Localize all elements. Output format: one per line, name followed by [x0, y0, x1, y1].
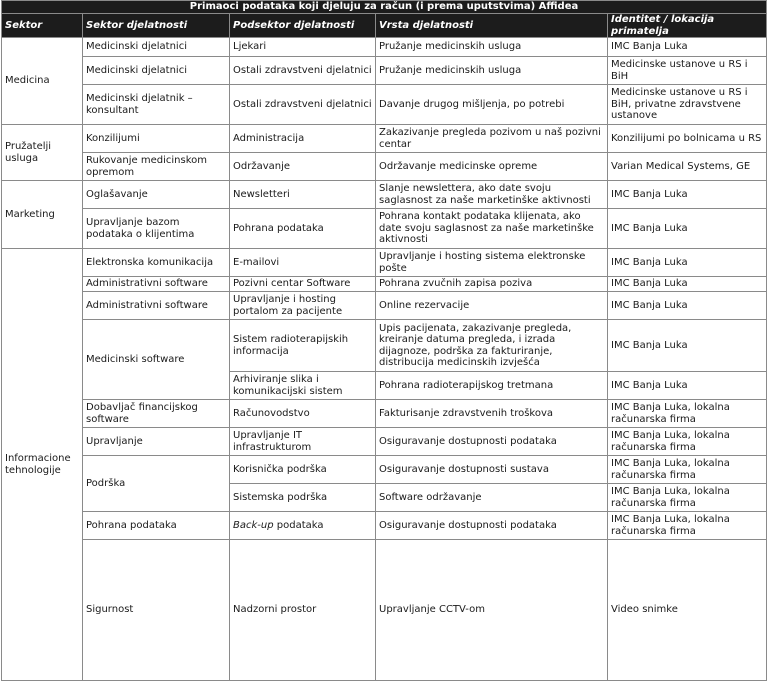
table-row	[2, 209, 767, 249]
cell-identitet: IMC Banja Luka, lokalna računarska firma	[608, 456, 767, 484]
cell-podsektor: Administracija	[230, 125, 376, 153]
cell-podsektor	[230, 512, 376, 540]
cell-sektor-djelatnosti: Elektronska komunikacija	[83, 249, 230, 277]
cell-vrsta: Osiguravanje dostupnosti podataka	[376, 512, 608, 540]
cell-identitet: IMC Banja Luka	[608, 181, 767, 209]
cell-identitet: IMC Banja Luka	[608, 209, 767, 249]
backup-italic-text: Back-up	[233, 519, 274, 531]
cell-sektor-djelatnosti: Podrška	[83, 456, 230, 512]
cell-identitet: IMC Banja Luka	[608, 277, 767, 292]
cell-podsektor: Ljekari	[230, 38, 376, 57]
table-row	[2, 125, 767, 153]
cell-sektor-djelatnosti: Administrativni software	[83, 277, 230, 292]
header-vrsta: Vrsta djelatnosti	[376, 14, 608, 38]
cell-sektor-djelatnosti: Rukovanje medicinskom opremom	[83, 153, 230, 181]
cell-identitet: Medicinske ustanove u RS i BiH	[608, 57, 767, 85]
cell-sektor-djelatnosti: Upravljanje	[83, 428, 230, 456]
cell-sektor-djelatnosti: Medicinski djelatnici	[83, 57, 230, 85]
cell-podsektor: Pohrana podataka	[230, 209, 376, 249]
table-row	[2, 249, 767, 277]
cell-podsektor: E-mailovi	[230, 249, 376, 277]
sector-cell-pruzatelji: Pružatelji usluga	[2, 125, 83, 181]
cell-vrsta: Osiguravanje dostupnosti sustava	[376, 456, 608, 484]
cell-podsektor: Newsletteri	[230, 181, 376, 209]
table-row	[2, 456, 767, 484]
cell-vrsta: Pružanje medicinskih usluga	[376, 57, 608, 85]
table-row	[2, 400, 767, 428]
cell-vrsta: Osiguravanje dostupnosti podataka	[376, 428, 608, 456]
cell-podsektor: Upravljanje IT infrastrukturom	[230, 428, 376, 456]
table-row	[2, 320, 767, 372]
cell-sektor-djelatnosti: Nadzorni prostor	[230, 540, 376, 681]
cell-podsektor: Upravljanje CCTV-om	[376, 540, 608, 681]
cell-vrsta: Software održavanje	[376, 484, 608, 512]
cell-identitet: IMC Banja Luka, lokalna računarska firma	[608, 484, 767, 512]
cell-vrsta: Zakazivanje pregleda pozivom u naš pozivni centar	[376, 125, 608, 153]
cell-sektor-djelatnosti: Dobavljač financijskog software	[83, 400, 230, 428]
table-row	[2, 540, 767, 681]
cell-vrsta: Održavanje medicinske opreme	[376, 153, 608, 181]
cell-podsektor: Sistemska podrška	[230, 484, 376, 512]
recipients-table	[1, 0, 767, 681]
cell-vrsta: Upis pacijenata, zakazivanje pregleda, kreiranje datuma pregleda, i izrada dijagnoze, podrška za fakturiranje, distribucija medicinskih izvješća	[376, 320, 608, 372]
table-row	[2, 428, 767, 456]
cell-identitet: IMC Banja Luka, lokalna računarska firma	[608, 428, 767, 456]
cell-identitet: Varian Medical Systems, GE	[608, 153, 767, 181]
cell-sektor-djelatnosti: Konzilijumi	[83, 125, 230, 153]
table-row	[2, 153, 767, 181]
cell-identitet: IMC Banja Luka	[608, 292, 767, 320]
cell-podsektor: Pozivni centar Software	[230, 277, 376, 292]
table-row	[2, 57, 767, 85]
cell-sektor-djelatnosti: Medicinski djelatnici	[83, 38, 230, 57]
header-identitet: Identitet / lokacija primatelja	[608, 14, 767, 38]
header-sektor: Sektor	[2, 14, 83, 38]
cell-sektor-djelatnosti: Administrativni software	[83, 292, 230, 320]
sector-cell-marketing: Marketing	[2, 181, 83, 249]
table-title: Primaoci podataka koji djeluju za račun (i prema uputstvima) Affidea	[2, 1, 767, 14]
cell-identitet: IMC Banja Luka	[608, 320, 767, 372]
cell-podsektor: Korisnička podrška	[230, 456, 376, 484]
cell-podsektor: Ostali zdravstveni djelatnici	[230, 85, 376, 125]
table-row	[2, 512, 767, 540]
cell-sektor-djelatnosti: Medicinski djelatnik – konsultant	[83, 85, 230, 125]
cell-vrsta: Online rezervacije	[376, 292, 608, 320]
table-row	[2, 292, 767, 320]
cell-vrsta: Pohrana radioterapijskog tretmana	[376, 372, 608, 400]
cell-identitet: IMC Banja Luka	[608, 372, 767, 400]
cell-vrsta: Video snimke	[608, 540, 767, 681]
cell-identitet: IMC Banja Luka	[608, 249, 767, 277]
cell-vrsta: Pohrana kontakt podataka klijenata, ako date svoju saglasnost za naše marketinške aktivnosti	[376, 209, 608, 249]
cell-identitet: IMC Banja Luka	[608, 38, 767, 57]
cell-sektor-djelatnosti: Medicinski software	[83, 320, 230, 400]
sector-cell-it: Informacione tehnologije	[2, 249, 83, 681]
cell-vrsta: Fakturisanje zdravstvenih troškova	[376, 400, 608, 428]
cell-vrsta: Davanje drugog mišljenja, po potrebi	[376, 85, 608, 125]
cell-sektor-djelatnosti: Upravljanje bazom podataka o klijentima	[83, 209, 230, 249]
backup-rest-text: podataka	[273, 519, 324, 531]
cell-identitet: IMC Banja Luka, lokalna računarska firma	[608, 512, 767, 540]
cell-podsektor: Računovodstvo	[230, 400, 376, 428]
cell-identitet: IMC Banja Luka, lokalna računarska firma	[608, 400, 767, 428]
cell-podsektor: Sistem radioterapijskih informacija	[230, 320, 376, 372]
cell-identitet: Medicinske ustanove u RS i BiH, privatne zdravstvene ustanove	[608, 85, 767, 125]
cell-podsektor: Održavanje	[230, 153, 376, 181]
cell-identitet: Konzilijumi po bolnicama u RS	[608, 125, 767, 153]
sector-cell-sigurnost: Sigurnost	[83, 540, 230, 681]
cell-sektor-djelatnosti: Pohrana podataka	[83, 512, 230, 540]
cell-podsektor: Ostali zdravstveni djelatnici	[230, 57, 376, 85]
cell-podsektor: Arhiviranje slika i komunikacijski sistem	[230, 372, 376, 400]
table-row	[2, 85, 767, 125]
cell-vrsta: Pohrana zvučnih zapisa poziva	[376, 277, 608, 292]
cell-podsektor: Upravljanje i hosting portalom za pacijente	[230, 292, 376, 320]
cell-vrsta: Upravljanje i hosting sistema elektronske pošte	[376, 249, 608, 277]
table-row	[2, 38, 767, 57]
cell-vrsta: Pružanje medicinskih usluga	[376, 38, 608, 57]
table-row	[2, 277, 767, 292]
header-sektor-djelatnosti: Sektor djelatnosti	[83, 14, 230, 38]
sector-cell-medicina: Medicina	[2, 38, 83, 125]
cell-sektor-djelatnosti: Oglašavanje	[83, 181, 230, 209]
table-row	[2, 181, 767, 209]
cell-vrsta: Slanje newslettera, ako date svoju saglasnost za naše marketinške aktivnosti	[376, 181, 608, 209]
header-podsektor: Podsektor djelatnosti	[230, 14, 376, 38]
